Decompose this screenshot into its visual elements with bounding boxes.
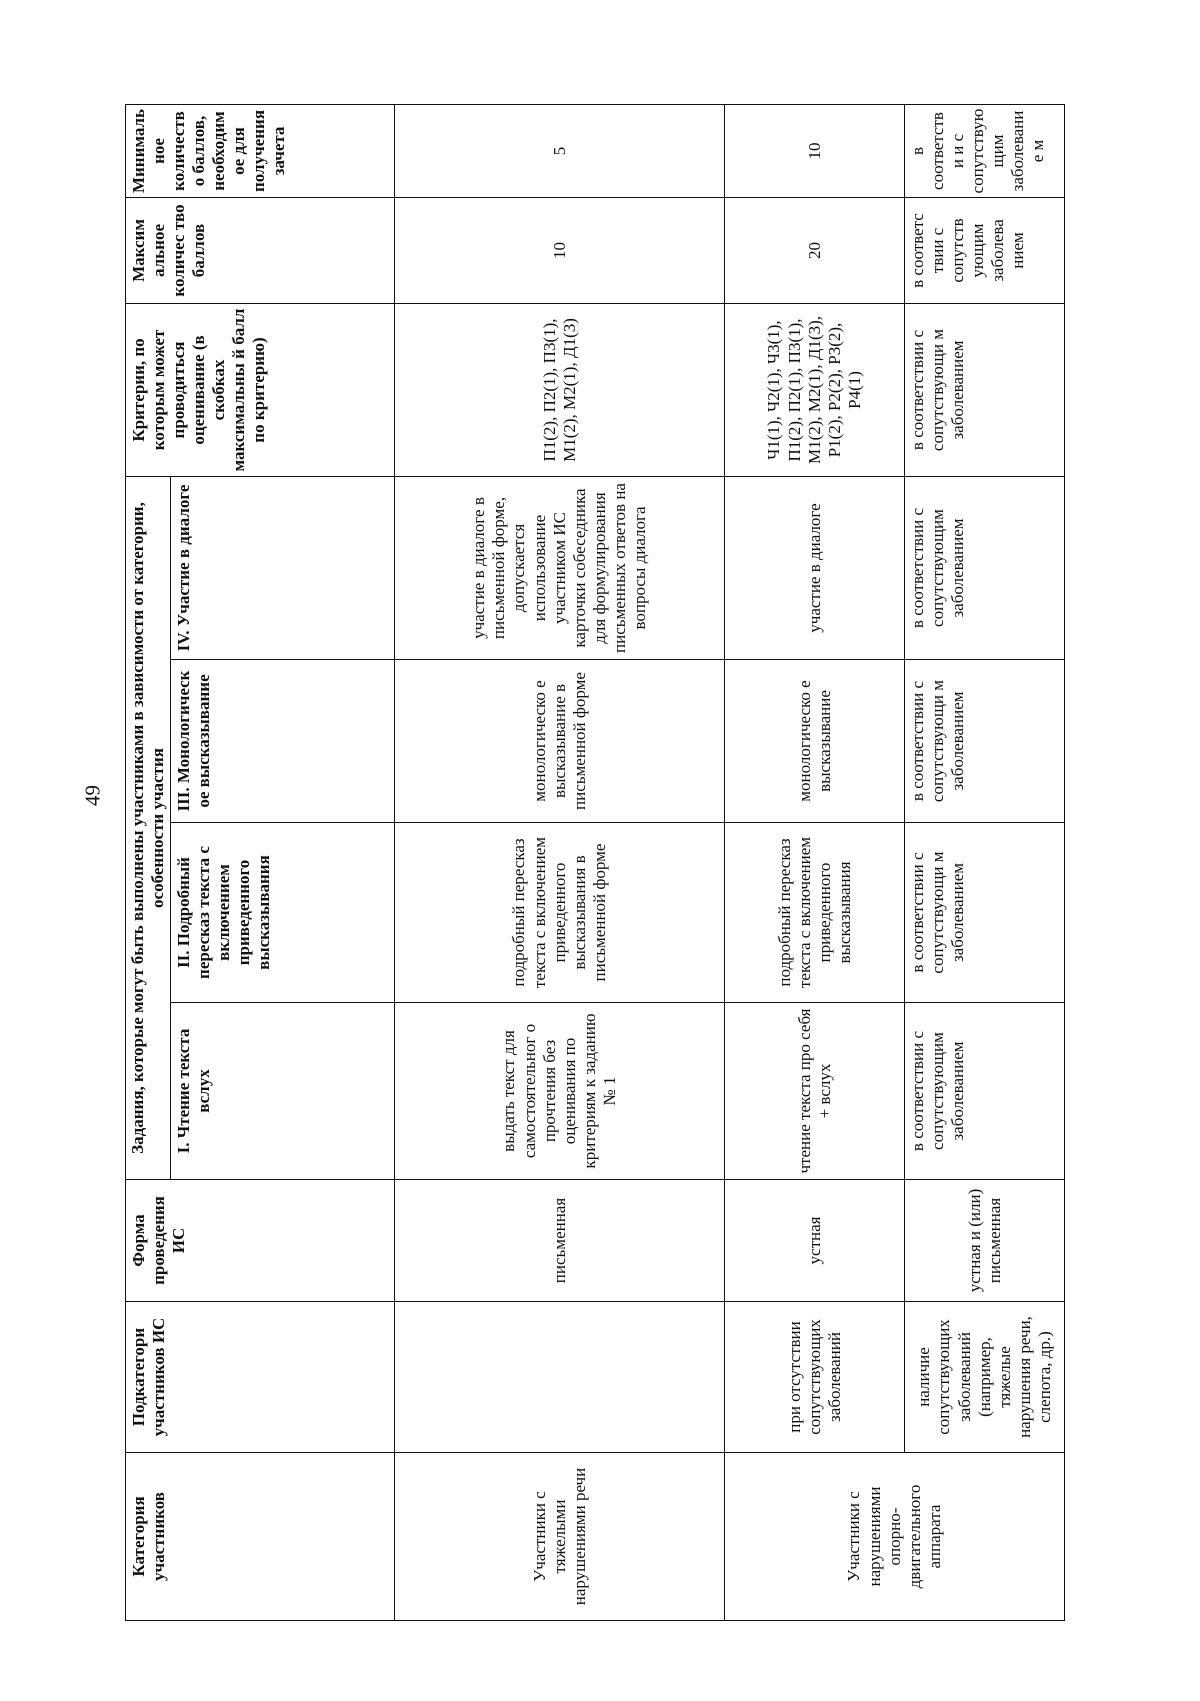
task3-cell: монологическо е высказывание в письменной форме <box>395 660 725 823</box>
max-score-cell: в соответс твии с сопутств ующим заболева нием <box>905 198 1065 304</box>
header-min-score: Минималь ное количество баллов, необходим ое для получения зачета <box>126 105 395 198</box>
max-score-cell: 10 <box>395 198 725 304</box>
header-max-score: Максим альное количес тво баллов <box>126 198 395 304</box>
header-task1: I. Чтение текста вслух <box>171 1003 395 1180</box>
category-cell: Участники с нарушениями опорно-двигательного аппарата <box>725 1453 1065 1621</box>
min-score-cell: 5 <box>395 105 725 198</box>
header-form: Форма проведения ИС <box>126 1180 395 1302</box>
task1-cell: в соответствии с сопутствующим заболеванием <box>905 1003 1065 1180</box>
task4-cell: участие в диалоге <box>725 477 905 660</box>
category-cell: Участники с тяжелыми нарушениями речи <box>395 1453 725 1621</box>
form-cell: устная <box>725 1180 905 1302</box>
header-task4: IV. Участие в диалоге <box>171 477 395 660</box>
assessment-table <box>125 104 1065 1621</box>
subcategory-cell: наличие сопутствующих заболеваний (например, тяжелые нарушения речи, слепота, др.) <box>905 1302 1065 1453</box>
header-task3: III. Монологическ ое высказывание <box>171 660 395 823</box>
subcategory-cell: при отсутствии сопутствующих заболеваний <box>725 1302 905 1453</box>
header-tasks-group: Задания, которые могут быть выполнены участниками в зависимости от категории, особенности участия <box>126 477 171 1180</box>
task3-cell: монологическо е высказывание <box>725 660 905 823</box>
criteria-cell: Ч1(1), Ч2(1), Ч3(1), П1(2), П2(1), П3(1), М1(2), М2(1), Д1(3), Р1(2), Р2(2), Р3(2), Р4(1) <box>725 304 905 477</box>
task4-cell: участие в диалоге в письменной форме, допускается использование участником ИС карточки собеседника для формулирования письменных ответов на вопросы диалога <box>395 477 725 660</box>
criteria-cell: в соответствии с сопутствующи м заболеванием <box>905 304 1065 477</box>
criteria-cell: П1(2), П2(1), П3(1), М1(2), М2(1), Д1(3) <box>395 304 725 477</box>
task1-cell: чтение текста про себя + вслух <box>725 1003 905 1180</box>
form-cell: устная и (или) письменная <box>905 1180 1065 1302</box>
form-cell: письменная <box>395 1180 725 1302</box>
task4-cell: в соответствии с сопутствующим заболеванием <box>905 477 1065 660</box>
min-score-cell: 10 <box>725 105 905 198</box>
task2-cell: подробный пересказ текста с включением приведенного высказывания <box>725 823 905 1003</box>
subcategory-cell <box>395 1302 725 1453</box>
page-number: 49 <box>80 785 105 806</box>
header-criteria: Критерии, по которым может проводиться оценивание (в скобках максимальны й балл по критерию) <box>126 304 395 477</box>
task2-cell: подробный пересказ текста с включением приведенного высказывания в письменной форме <box>395 823 725 1003</box>
task1-cell: выдать текст для самостоятельног о прочтения без оценивания по критериям к заданию № 1 <box>395 1003 725 1180</box>
header-subcategory: Подкатегори участников ИС <box>126 1302 395 1453</box>
header-task2: II. Подробный пересказ текста с включением приведенного высказывания <box>171 823 395 1003</box>
min-score-cell: в соответстви и с сопутствую щим заболевание м <box>905 105 1065 198</box>
header-category: Категория участников <box>126 1453 395 1621</box>
rotated-table-container <box>125 105 1054 1621</box>
max-score-cell: 20 <box>725 198 905 304</box>
task3-cell: в соответствии с сопутствующи м заболеванием <box>905 660 1065 823</box>
task2-cell: в соответствии с сопутствующи м заболеванием <box>905 823 1065 1003</box>
